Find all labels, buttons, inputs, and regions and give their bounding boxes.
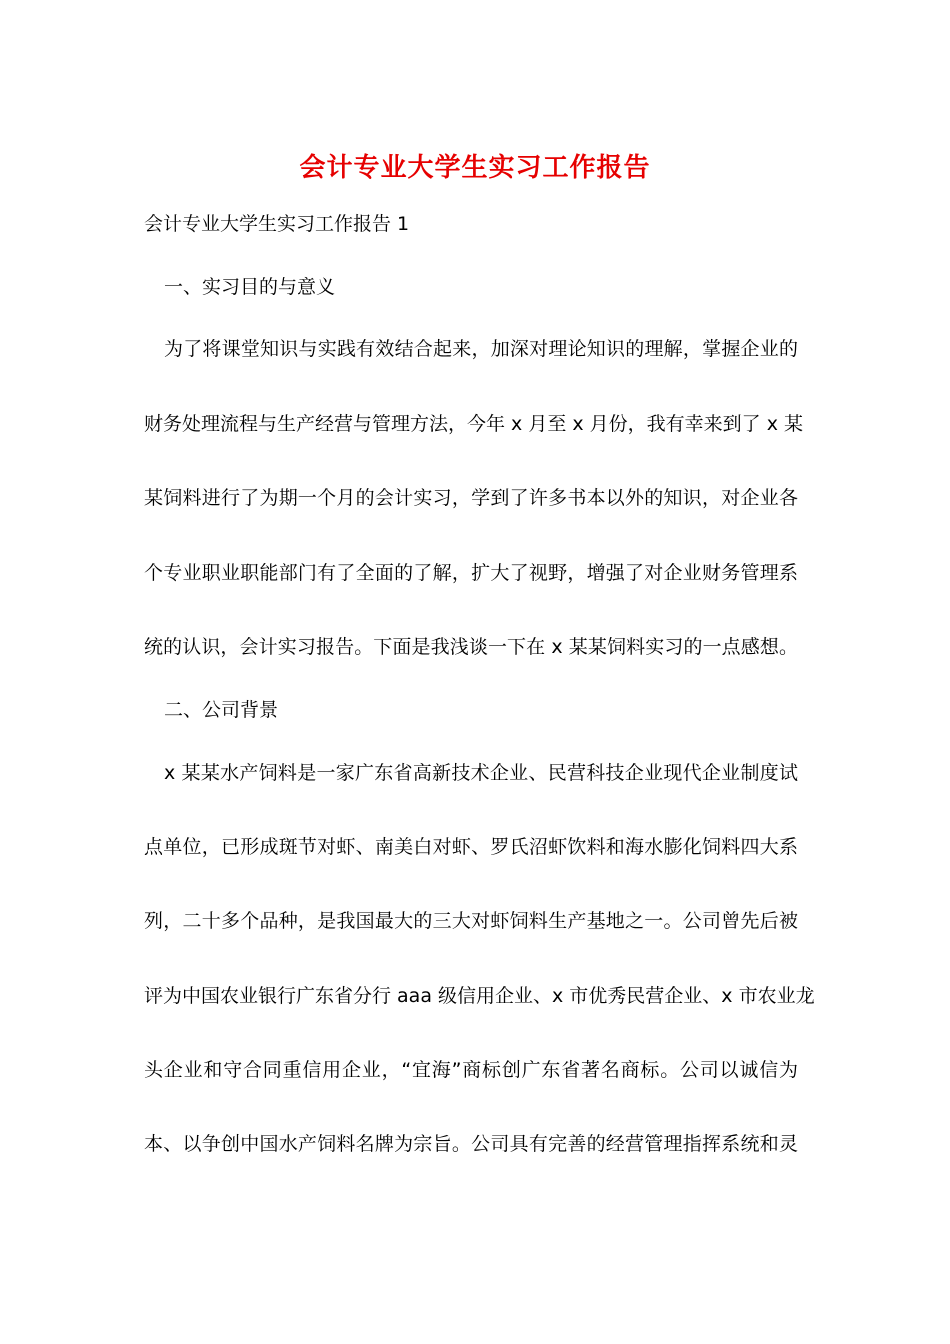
section-heading-background: 二、公司背景 — [164, 699, 279, 721]
paragraph-line: 某饲料进行了为期一个月的会计实习，学到了许多书本以外的知识，对企业各 — [144, 487, 798, 509]
paragraph-line: 财务处理流程与生产经营与管理方法，今年 x 月至 x 月份，我有幸来到了 x 某 — [144, 413, 803, 435]
document-title: 会计专业大学生实习工作报告 — [299, 153, 651, 183]
paragraph-line: 统的认识，会计实习报告。下面是我浅谈一下在 x 某某饲料实习的一点感想。 — [144, 636, 798, 658]
paragraph-line: x 某某水产饲料是一家广东省高新技术企业、民营科技企业现代企业制度试 — [164, 762, 798, 784]
paragraph-line: 个专业职业职能部门有了全面的了解，扩大了视野，增强了对企业财务管理系 — [144, 562, 798, 584]
paragraph-line: 评为中国农业银行广东省分行 aaa 级信用企业、x 市优秀民营企业、x 市农业龙 — [144, 985, 815, 1007]
section-heading-purpose: 一、实习目的与意义 — [164, 276, 336, 298]
paragraph-line: 点单位，已形成斑节对虾、南美白对虾、罗氏沼虾饮料和海水膨化饲料四大系 — [144, 836, 798, 858]
paragraph-line: 列，二十多个品种，是我国最大的三大对虾饲料生产基地之一。公司曾先后被 — [144, 910, 798, 932]
report-subtitle: 会计专业大学生实习工作报告 1 — [144, 213, 410, 235]
paragraph-line: 为了将课堂知识与实践有效结合起来，加深对理论知识的理解，掌握企业的 — [164, 338, 798, 360]
paragraph-line: 头企业和守合同重信用企业，“宜海”商标创广东省著名商标。公司以诚信为 — [144, 1059, 798, 1081]
paragraph-line: 本、以争创中国水产饲料名牌为宗旨。公司具有完善的经营管理指挥系统和灵 — [144, 1133, 798, 1155]
